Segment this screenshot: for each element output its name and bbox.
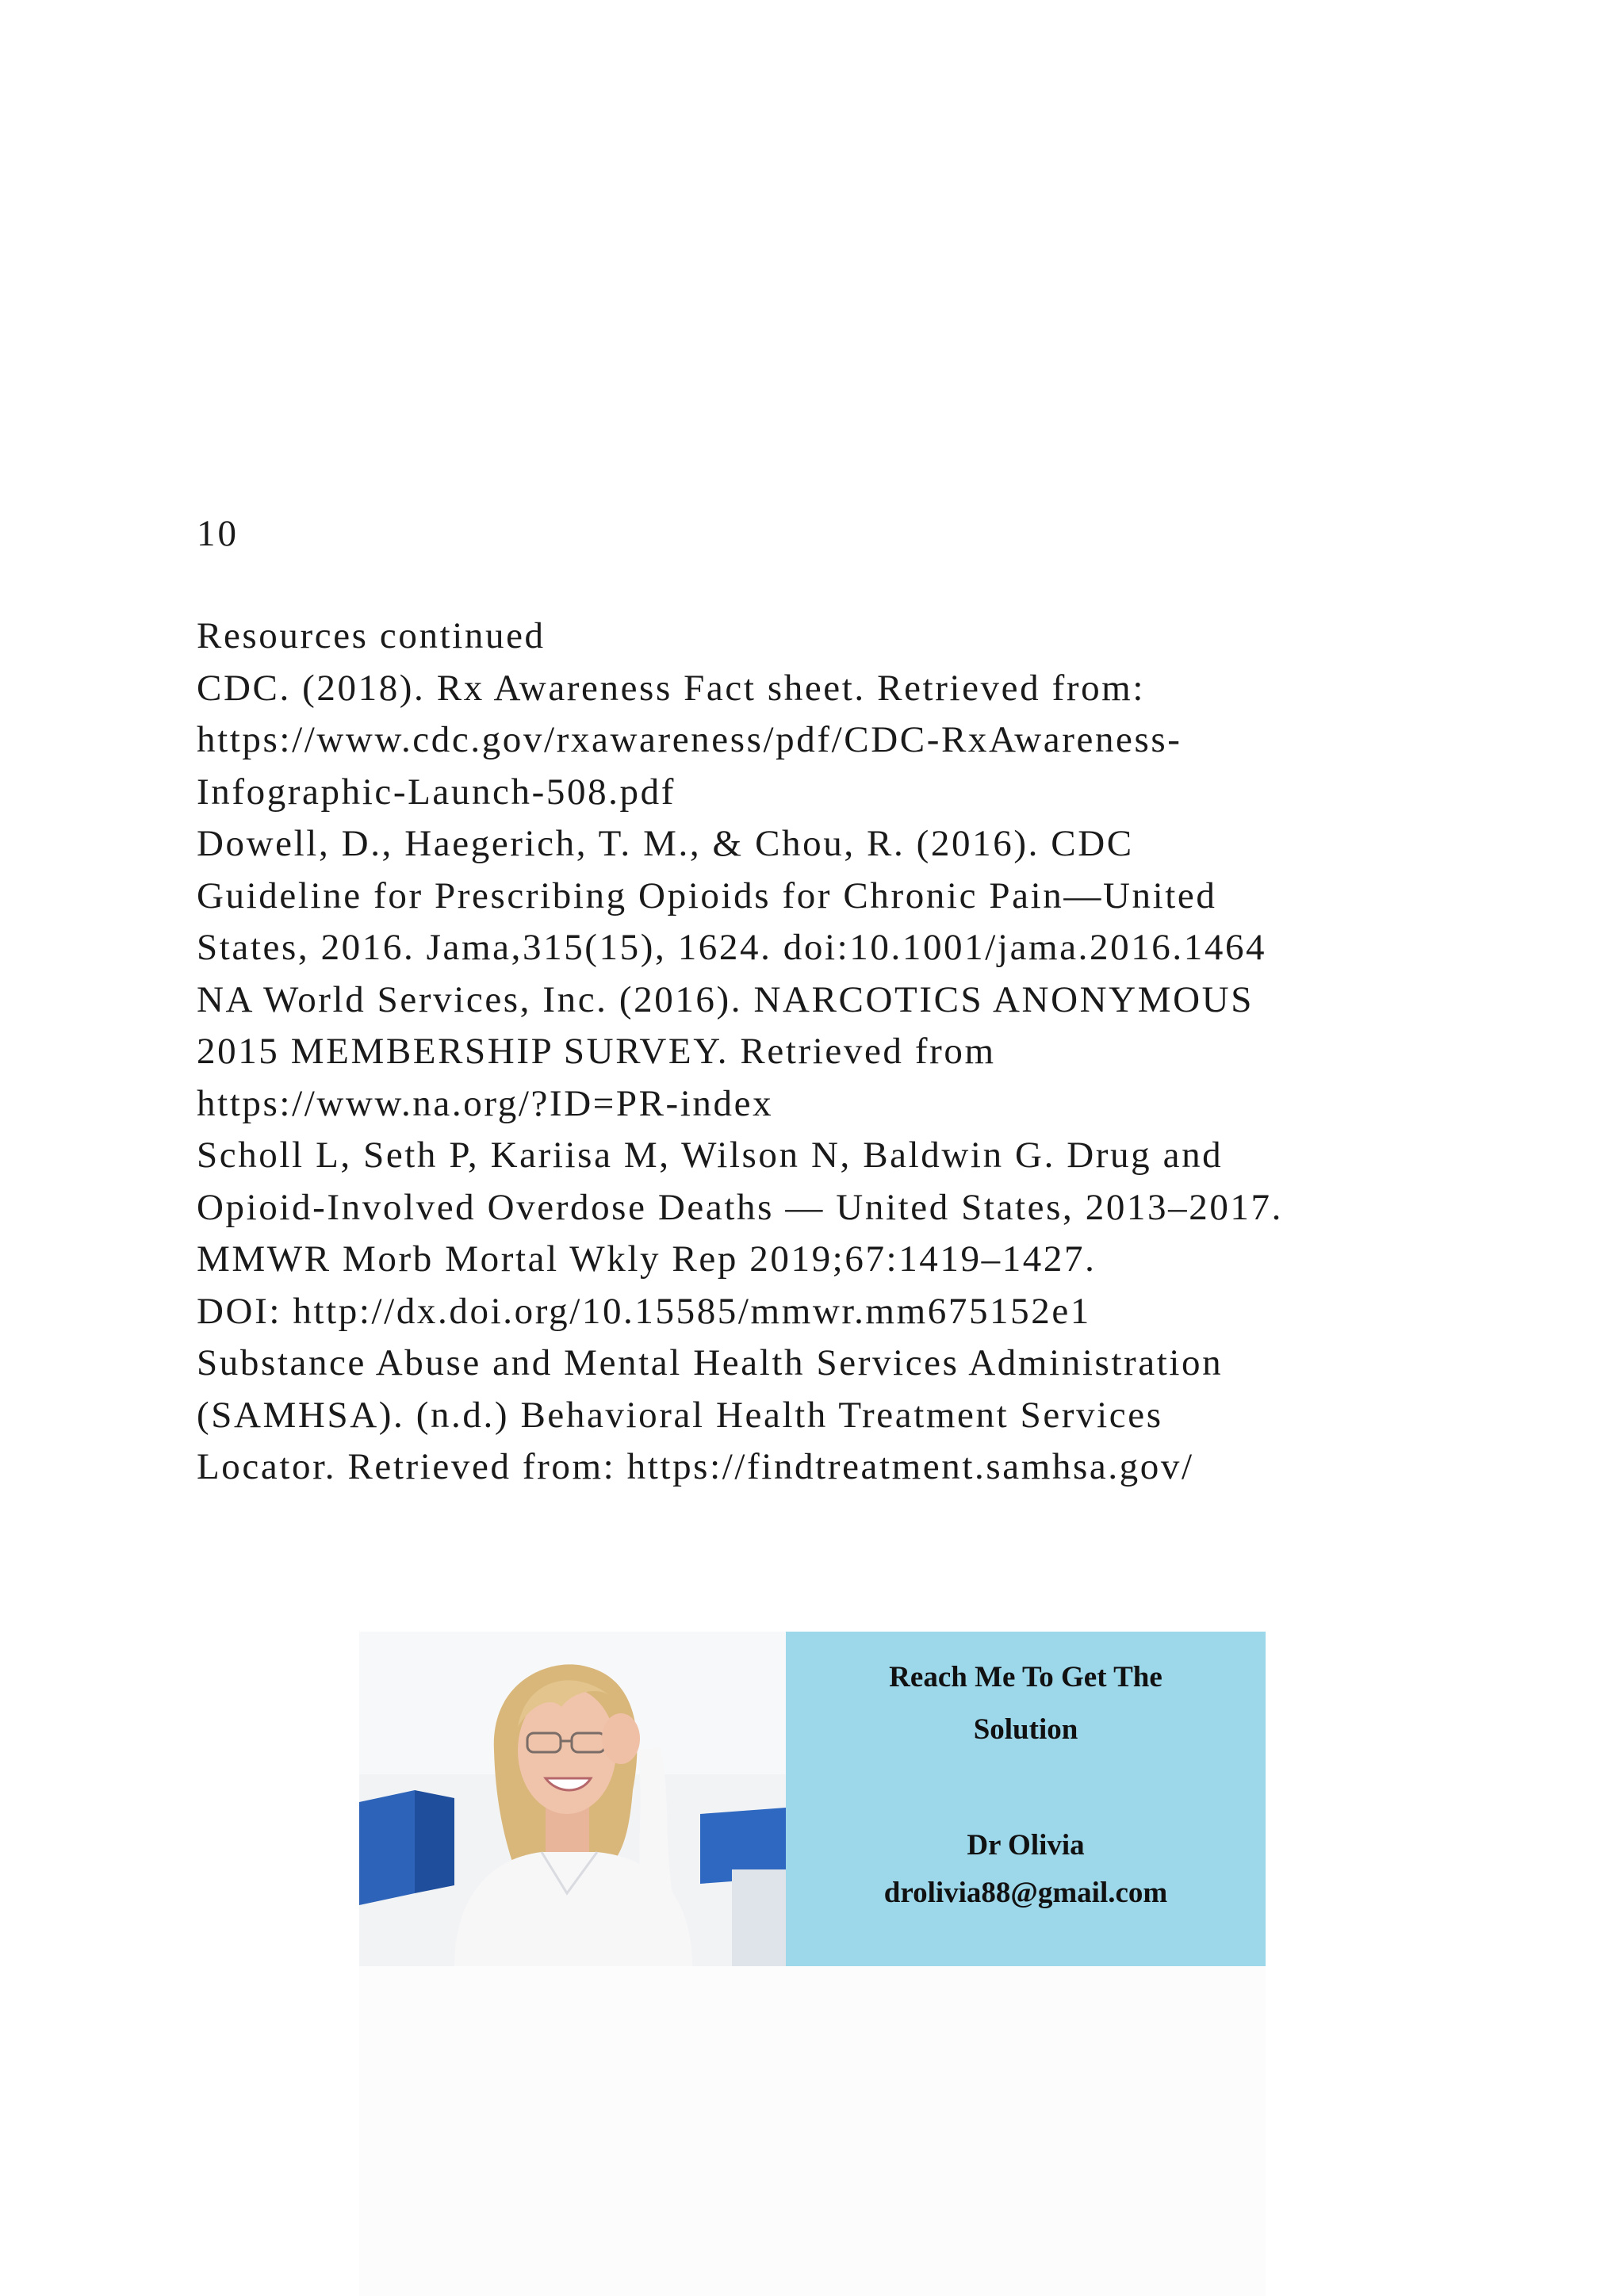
text-line: Opioid-Involved Overdose Deaths — United States, 2013–2017. (197, 1186, 1283, 1228)
text-line: DOI: http://dx.doi.org/10.15585/mmwr.mm675152e1 (197, 1290, 1091, 1332)
page-number: 10 (197, 513, 239, 554)
ad-banner (359, 1632, 1266, 1966)
text-line: https://www.na.org/?ID=PR-index (197, 1082, 774, 1124)
text-line: 2015 MEMBERSHIP SURVEY. Retrieved from (197, 1031, 996, 1072)
resources-text (197, 610, 1545, 1494)
text-line: MMWR Morb Mortal Wkly Rep 2019;67:1419–1427. (197, 1238, 1097, 1280)
woman-illustration (359, 1632, 786, 1966)
ad-contact-email: drolivia88@gmail.com (883, 1877, 1168, 1909)
image-fade-area (359, 1966, 1266, 2296)
text-line: States, 2016. Jama,315(15), 1624. doi:10.1001/jama.2016.1464 (197, 927, 1267, 968)
text-line: Infographic-Launch-508.pdf (197, 771, 676, 813)
text-line: Resources continued (197, 615, 546, 656)
text-line: Dowell, D., Haegerich, T. M., & Chou, R. (2016). CDC (197, 823, 1134, 864)
text-line: Guideline for Prescribing Opioids for Chronic Pain—United (197, 874, 1217, 916)
text-line: CDC. (2018). Rx Awareness Fact sheet. Retrieved from: (197, 667, 1145, 709)
ad-contact-name: Dr Olivia (967, 1829, 1085, 1862)
text-line: Substance Abuse and Mental Health Services Administration (197, 1342, 1224, 1383)
woman-photo (359, 1632, 786, 1966)
ad-headline-2: Solution (973, 1713, 1078, 1746)
text-line: (SAMHSA). (n.d.) Behavioral Health Treatment Services (197, 1394, 1163, 1436)
text-line: Scholl L, Seth P, Kariisa M, Wilson N, Baldwin G. Drug and (197, 1135, 1224, 1176)
text-line: NA World Services, Inc. (2016). NARCOTICS ANONYMOUS (197, 978, 1254, 1020)
text-line: Locator. Retrieved from: https://findtreatment.samhsa.gov/ (197, 1446, 1194, 1487)
text-line: https://www.cdc.gov/rxawareness/pdf/CDC-RxAwareness- (197, 719, 1182, 760)
ad-headline: Reach Me To Get The (889, 1661, 1162, 1693)
contact-panel (786, 1632, 1266, 1966)
